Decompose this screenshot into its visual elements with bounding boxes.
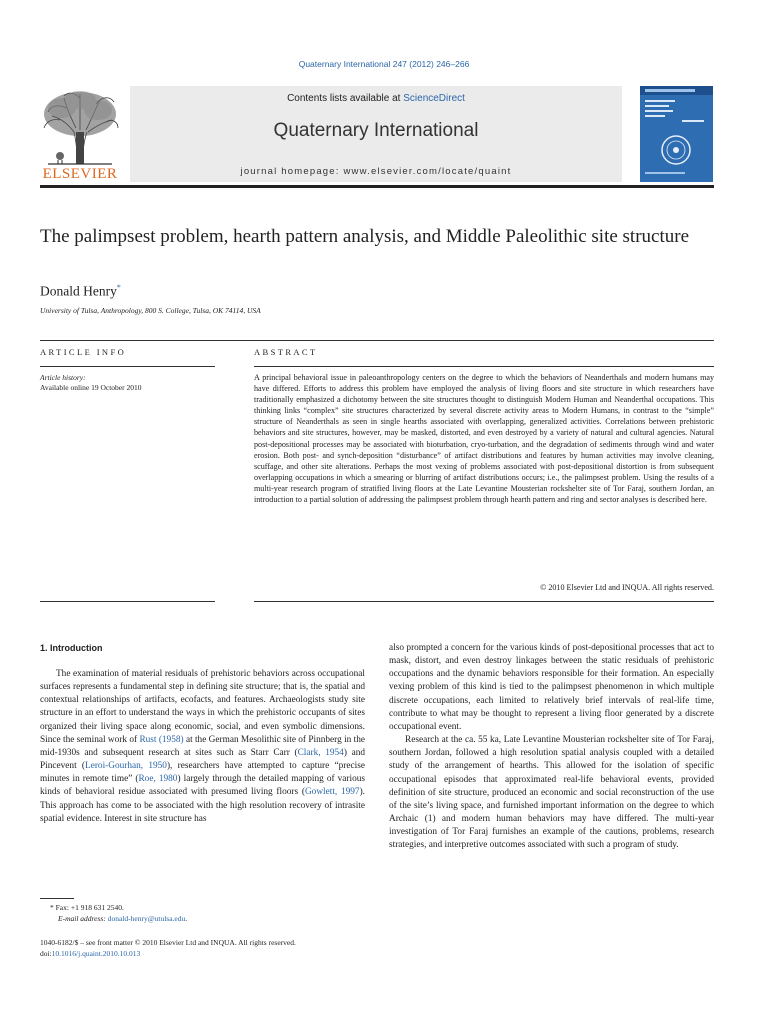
header-rule [40,185,714,188]
issn-line: 1040-6182/$ – see front matter © 2010 Elsevier Ltd and INQUA. All rights reserved. [40,938,296,947]
journal-reference[interactable]: Quaternary International 247 (2012) 246–266 [298,59,470,69]
journal-cover-image [640,86,713,182]
journal-title: Quaternary International [273,120,479,141]
article-title: The palimpsest problem, hearth pattern analysis, and Middle Paleolithic site structure [40,226,689,247]
footnote-fax: * Fax: +1 918 631 2540. [50,903,124,912]
journal-homepage[interactable]: journal homepage: www.elsevier.com/locate/quaint [240,166,512,177]
doi-link[interactable]: 10.1016/j.quaint.2010.10.013 [51,949,141,958]
contents-line [130,93,622,104]
sciencedirect-link[interactable]: ScienceDirect [403,93,465,104]
text-run: at the German Mesolithic site of Pinnberg in the mid-1930s and subsequent research at sites such as Starr Carr ( [40,734,365,758]
email-link[interactable]: donald-henry@utulsa.edu [107,914,186,923]
email-end: . [185,914,188,923]
citation-clark-link[interactable]: Clark, 1954 [297,747,344,758]
abstract-copyright: © 2010 Elsevier Ltd and INQUA. All rights reserved. [540,583,714,592]
doi-label: doi: [40,949,52,958]
article-info-heading: ARTICLE INFO [40,347,127,357]
footnote-rule [40,898,74,899]
abstract-text: A principal behavioral issue in paleoanthropology centers on the degree to which the behaviors of Neanderthals and modern humans may have differed. Efforts to address this problem have employed the analysis of living floors and site structure in which researchers have traditionally emphasized a dichotomy between the site structures thought to distinguish Modern Human and Neanderthal occupations. This thinking links “complex” site structures characterized by several discrete activity areas to Modern Humans, in contrast to the “simple” structure of Neanderthals as seen in single hearths associated with overlapping, generalized activities. Correlations between prehistoric behaviors and site structures, however, may be masked, distorted, and even destroyed by a variety of natural and cultural agencies. Natural post-depositional processes may be associated with bioturbation, cryo-turbation, and the degradation of sediments through wind and water erosion. Both post- and synch-deposition “disturbance” of artifact distributions and features by human activities may involve cleaning, scuffage, and other site alterations. Perhaps the most vexing of problems associated with post-depositional distortion is from subsequent overlapping occupations in which a smearing or blurring of artifact distributions occurs; i.e., the palimpsest problem. Using the results of a multi-year research program of stratified living floors at the Late Levantine Mousterian rockshelter site of Tor Faraj, southern Jordan, an introduction to a partial solution of addressing the palimpsest problem through hearth pattern and ring and sector analyses is described here. [254,373,714,505]
text-run: ). This approach has come to be associated with the high resolution recovery of intrasite spatial evidence. Interest in site structure has [40,787,365,824]
author-name: Donald Henry [40,283,117,299]
author-line [40,283,121,300]
introduction-heading: 1. Introduction [40,643,103,653]
text-run: ), researchers have attempted to capture “precise minutes in remote time” ( [40,761,365,785]
elsevier-wordmark: ELSEVIER [42,166,118,182]
abstract-bottom-rule [254,601,714,602]
author-footnote-mark[interactable]: * [116,283,121,292]
article-info-bottom-rule [40,601,215,602]
abstract-rule [254,366,714,367]
history-label: Article history: [40,373,86,382]
abstract-heading: ABSTRACT [254,347,318,357]
intro-paragraph-2: also prompted a concern for the various kinds of post-depositional processes that act to mask, distort, and even destroy linkages between the static residuals of prehistoric occupations and the dynamic behaviors responsible for their formation. An especially vexing problem of this kind is tied to the palimpsest phenomenon in which multiple discrete occupations, each limited to relatively brief intervals of real-life time, contribute to what may be thought to represent a living floor generated by a discrete occupational event. [389,643,714,732]
footnote-email [58,914,187,923]
history-value: Available online 19 October 2010 [40,383,142,392]
article-info-rule [40,366,215,367]
doi-line [40,949,140,958]
text-run: ) largely through the detailed mapping of various kinds of behavioral residue associated with presumed living floors ( [40,774,365,798]
contents-prefix: Contents lists available at [287,93,404,104]
text-run: The examination of material residuals of prehistoric behaviors across occupational surfaces represents a fundamental step in defining site structure; that is, the spatial and contextual relationships of artifacts, ecofacts, and features. Archaeologists study site structure in an effort to understand the ways in which the prehistoric occupants of sites organized their living space along economic, social, and even symbolic dimensions. Since the seminal work of [40,669,365,745]
intro-paragraph-1 [40,668,365,826]
section-rule [40,340,714,341]
citation-rust-link[interactable]: Rust (1958) [139,734,184,745]
left-column [40,668,365,826]
text-run: ) and Pincevent ( [40,747,365,772]
citation-leroi-gourhan-link[interactable]: Leroi-Gourhan, 1950 [85,761,167,772]
citation-gowlett-link[interactable]: Gowlett, 1997 [304,787,360,798]
email-label: E-mail address: [58,914,108,923]
citation-roe-link[interactable]: Roe, 1980 [138,774,178,785]
intro-paragraph-3: Research at the ca. 55 ka, Late Levantine Mousterian rockshelter site of Tor Faraj, southern Jordan, followed a high resolution spatial analysis coupled with a detailed study of the arrangement of hearths. This allowed for the isolation of specific occupational episodes that approximated real-life behavioral events, provided definition of site structure, produced an economic and social reconstruction of the use of the site’s living space, and furnished important information on the degree to which Archaic (1) and modern human behaviors may have differed. The multi-year investigation of Tor Faraj furnishes an example of the cautions, problems, research strategies, and interpretive outcomes associated with such a program of study. [389,735,714,851]
right-column [389,642,714,853]
author-affiliation: University of Tulsa, Anthropology, 800 S. College, Tulsa, OK 74114, USA [40,306,261,315]
